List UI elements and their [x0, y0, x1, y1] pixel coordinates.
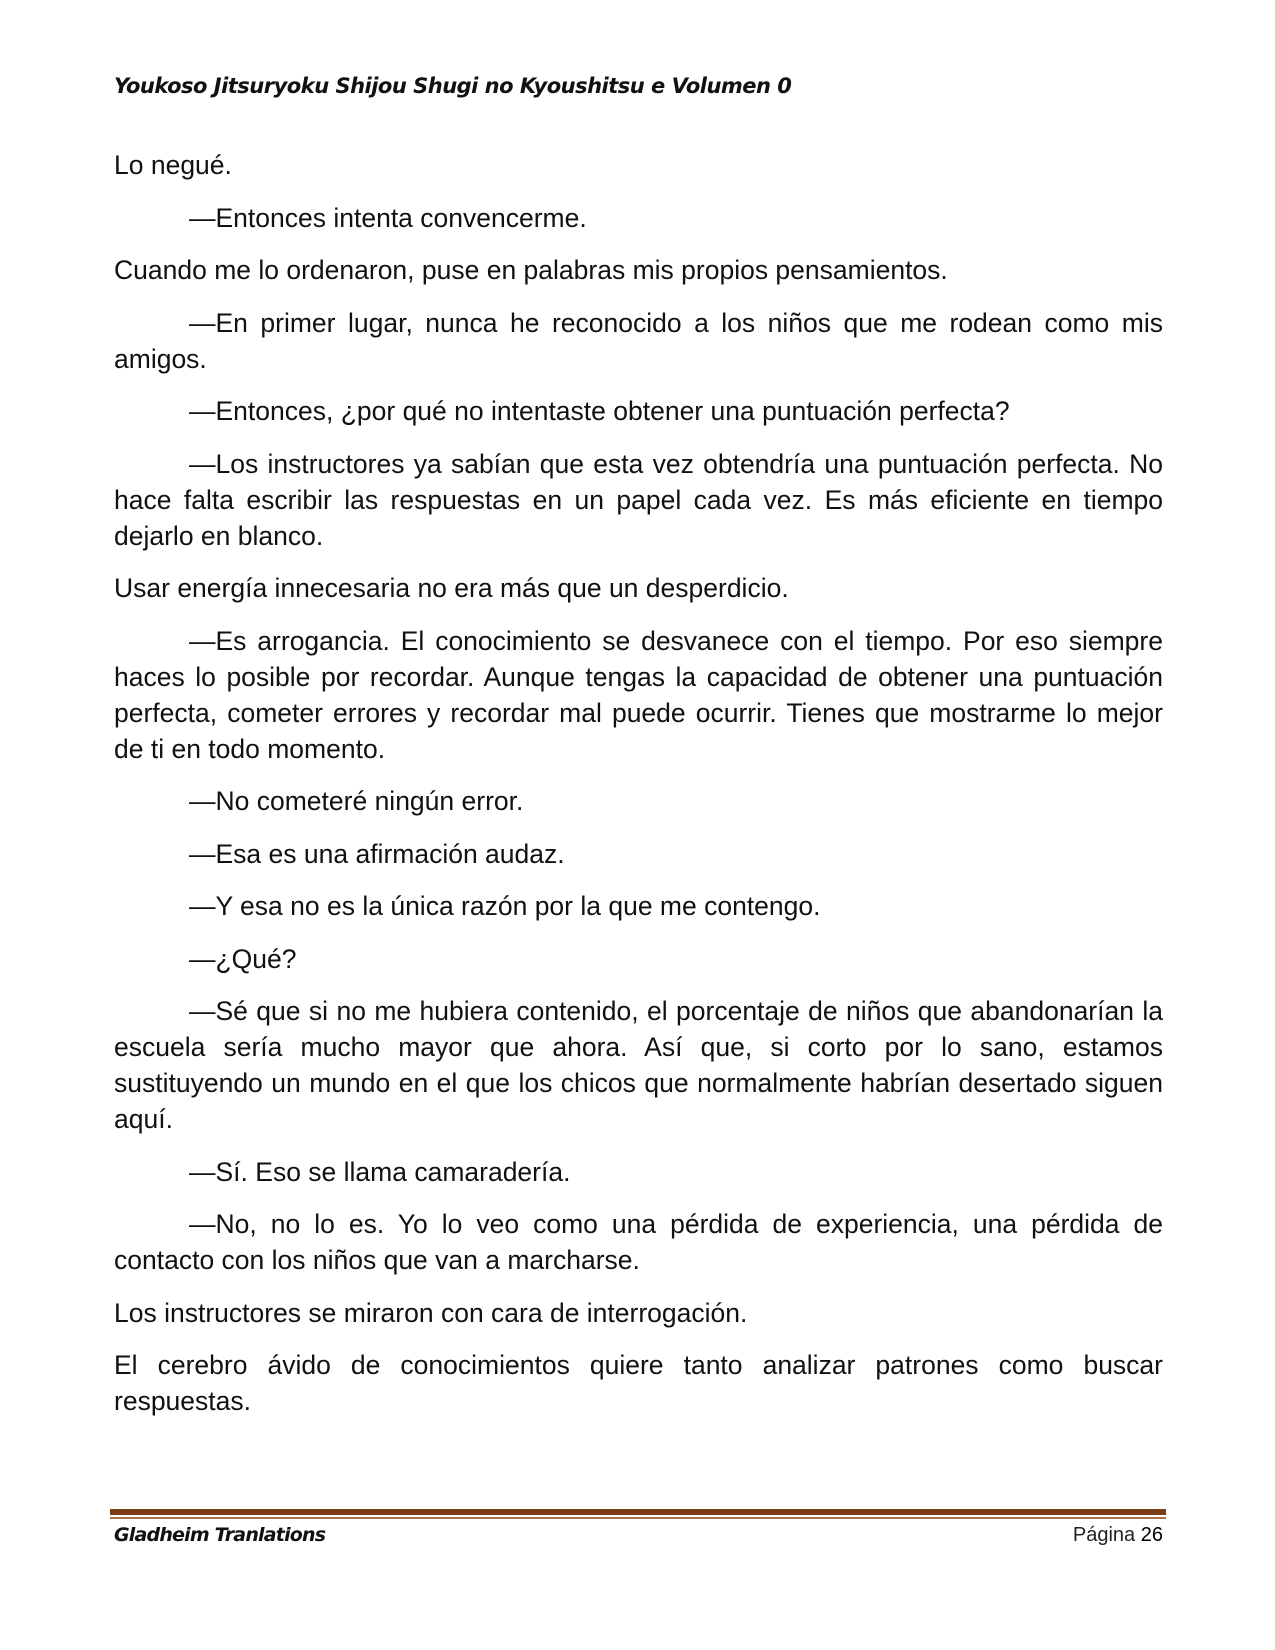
page-number: 26 [1140, 1524, 1163, 1546]
paragraph: —En primer lugar, nunca he reconocido a los niños que me rodean como mis amigos. [114, 307, 1163, 374]
paragraph: —Los instructores ya sabían que esta vez obtendría una puntuación perfecta. No hace falta escribir las respuestas en un papel cada vez. Es más eficiente en tiempo dejarlo en blanco. [114, 448, 1163, 551]
paragraph: Los instructores se miraron con cara de interrogación. [114, 1297, 748, 1328]
paragraph: Lo negué. [114, 150, 232, 180]
paragraph: —Sí. Eso se llama camaradería. [189, 1156, 571, 1187]
paragraph: —Sé que si no me hubiera contenido, el porcentaje de niños que abandonarían la escuela sería mucho mayor que ahora. Así que, si corto por lo sano, estamos sustituyendo un mundo en el que los chicos que normalmente habrían desertado siguen aquí. [114, 996, 1163, 1134]
running-header: Youkoso Jitsuryoku Shijou Shugi no Kyoushitsu e Volumen 0 [114, 74, 792, 98]
paragraph: Cuando me lo ordenaron, puse en palabras mis propios pensamientos. [114, 255, 948, 285]
page-label: Página [1072, 1524, 1136, 1546]
paragraph: —Y esa no es la única razón por la que me contengo. [189, 891, 821, 921]
paragraph: —No cometeré ningún error. [189, 786, 524, 816]
footer-publisher: Gladheim Tranlations [114, 1524, 326, 1546]
paragraph: —Entonces intenta convencerme. [189, 202, 587, 233]
paragraph: —Es arrogancia. El conocimiento se desvanece con el tiempo. Por eso siempre haces lo posible por recordar. Aunque tengas la capacidad de obtener una puntuación perfecta, cometer errores y recordar mal puede ocurrir. Tienes que mostrarme lo mejor de ti en todo momento. [114, 625, 1163, 764]
body-text [114, 147, 1163, 1436]
footer-rule-thin [110, 1517, 1166, 1519]
paragraph: El cerebro ávido de conocimientos quiere tanto analizar patrones como buscar respuestas. [114, 1350, 1163, 1416]
paragraph: —Entonces, ¿por qué no intentaste obtener una puntuación perfecta? [189, 396, 1010, 426]
page-number-label [1073, 1524, 1163, 1547]
paragraph: —Esa es una afirmación audaz. [189, 838, 565, 869]
paragraph: —No, no lo es. Yo lo veo como una pérdida de experiencia, una pérdida de contacto con los niños que van a marcharse. [114, 1209, 1163, 1275]
footer-rule [110, 1509, 1166, 1515]
paragraph: —¿Qué? [189, 943, 297, 974]
paragraph: Usar energía innecesaria no era más que un desperdicio. [114, 573, 789, 603]
